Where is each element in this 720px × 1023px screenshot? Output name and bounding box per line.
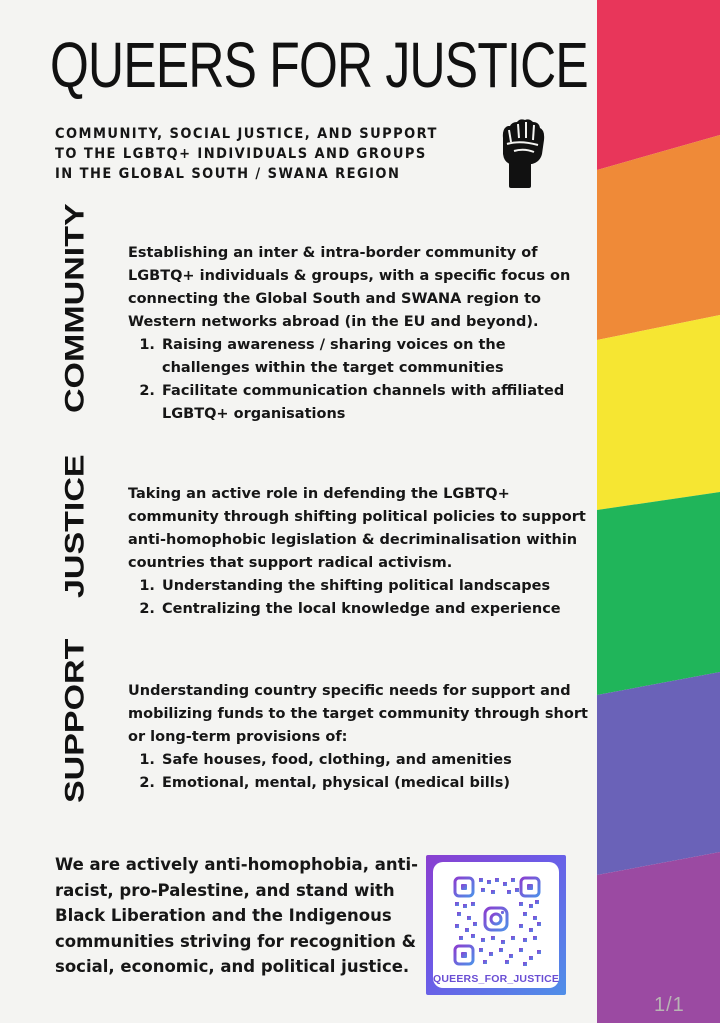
list-item: 2. Emotional, mental, physical (medical bills) — [160, 772, 596, 795]
rainbow-stripes — [597, 0, 720, 1023]
instagram-icon — [483, 906, 509, 932]
justice-list — [128, 575, 596, 621]
page-indicator: 1/1 — [654, 994, 685, 1016]
qr-code-panel — [433, 862, 559, 988]
stripe-green — [597, 492, 720, 695]
list-item: 1. Raising awareness / sharing voices on the challenges within the target communities — [160, 334, 596, 380]
mission-statement: We are actively anti-homophobia, anti-racist, pro-Palestine, and stand with Black Liberation and the Indigenous communities striving for recognition & social, economic, and political justice. — [55, 855, 418, 976]
list-item: 1. Safe houses, food, clothing, and amenities — [160, 749, 596, 772]
community-list — [128, 334, 596, 426]
support-heading: SUPPORT — [60, 638, 90, 803]
page-title: QUEERS FOR JUSTICE — [50, 29, 588, 101]
list-item: 2. Facilitate communication channels with affiliated LGBTQ+ organisations — [160, 380, 596, 426]
justice-intro: Taking an active role in defending the LGBTQ+ community through shifting political policies to support anti-homophobic legislation & decriminalisation within countries that support radical activism. — [128, 486, 586, 571]
list-item: 2. Centralizing the local knowledge and experience — [160, 598, 596, 621]
instagram-qr-card[interactable] — [426, 855, 566, 995]
support-intro: Understanding country specific needs for support and mobilizing funds to the target community through short or long-term provisions of: — [128, 683, 588, 745]
page-subtitle: COMMUNITY, SOCIAL JUSTICE, AND SUPPORT TO THE LGBTQ+ INDIVIDUALS AND GROUPS IN THE GLOBAL SOUTH / SWANA REGION — [55, 126, 438, 182]
raised-fist-icon — [494, 118, 548, 188]
community-section — [128, 242, 596, 426]
support-section — [128, 680, 596, 795]
stripe-yellow — [597, 315, 720, 510]
instagram-handle: QUEERS_FOR_JUSTICE — [433, 973, 560, 985]
list-item: 1. Understanding the shifting political landscapes — [160, 575, 596, 598]
qr-code-icon — [433, 862, 559, 970]
stripe-orange — [597, 135, 720, 340]
justice-section — [128, 483, 596, 621]
stripe-indigo — [597, 672, 720, 875]
community-heading: COMMUNITY — [60, 203, 90, 413]
community-intro: Establishing an inter & intra-border community of LGBTQ+ individuals & groups, with a specific focus on connecting the Global South and SWANA region to Western networks abroad (in the EU and beyond). — [128, 245, 571, 330]
justice-heading: JUSTICE — [60, 454, 90, 598]
support-list — [128, 749, 596, 795]
